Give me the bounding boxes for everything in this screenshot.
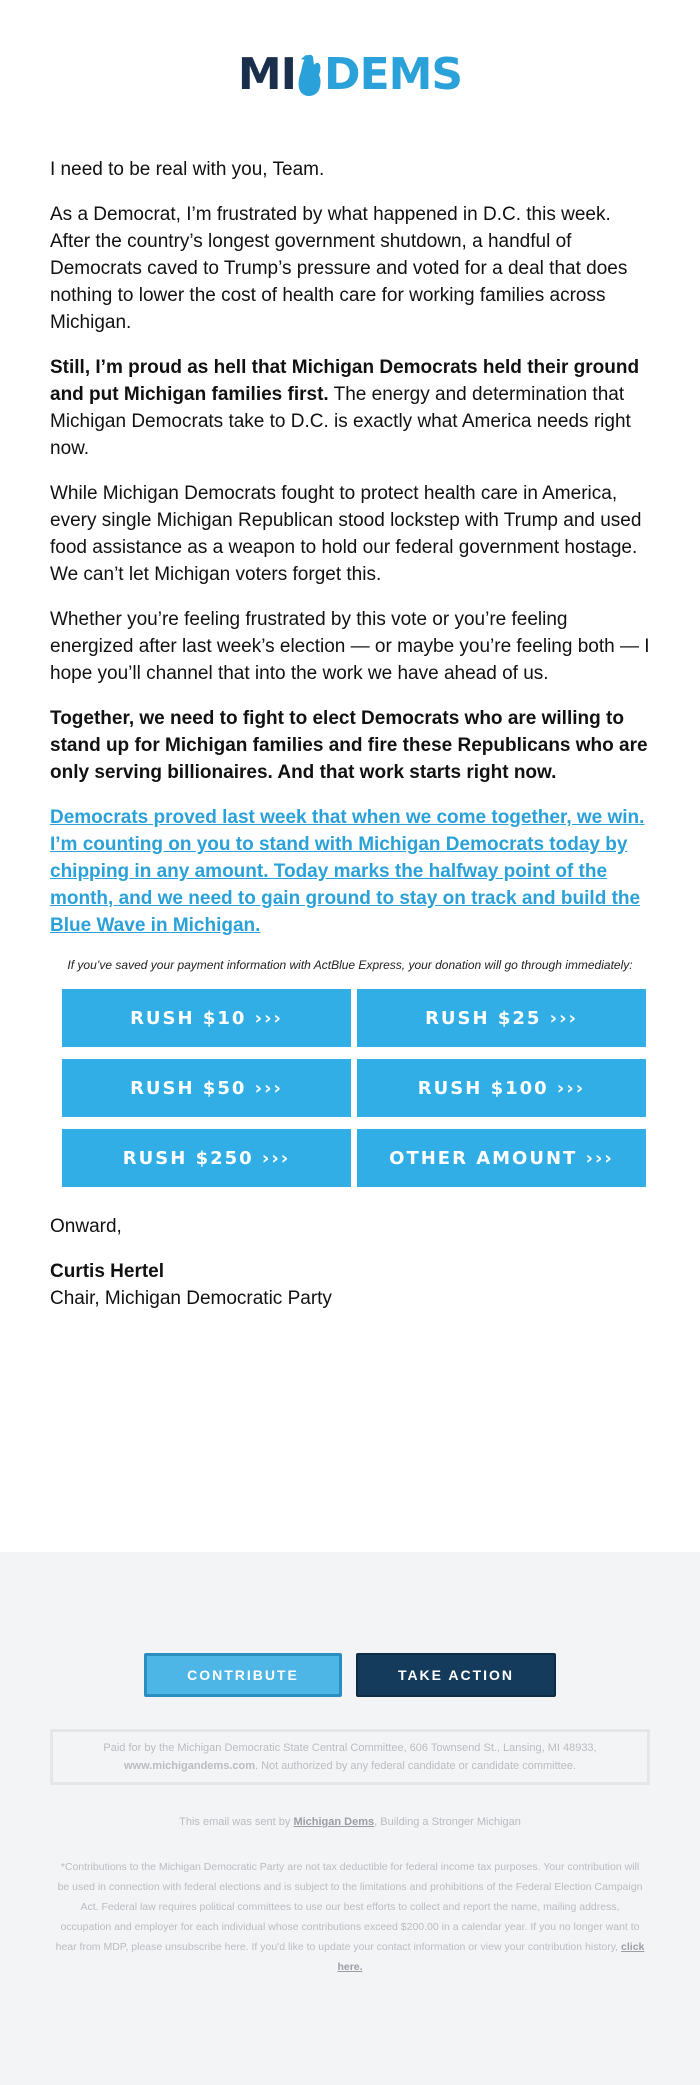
michigan-mitten-icon bbox=[297, 53, 323, 97]
rush-10-button[interactable]: RUSH $10 ››› bbox=[62, 989, 351, 1047]
contribution-disclaimer bbox=[55, 1857, 645, 1977]
logo-mi-text: MI bbox=[237, 49, 297, 100]
michigan-dems-link[interactable]: Michigan Dems bbox=[293, 1816, 375, 1828]
contribute-button[interactable]: CONTRIBUTE bbox=[144, 1653, 342, 1697]
letter-body bbox=[50, 156, 650, 1330]
take-action-button[interactable]: TAKE ACTION bbox=[356, 1653, 556, 1697]
signer-title: Chair, Michigan Democratic Party bbox=[50, 1288, 332, 1309]
rush-100-button[interactable]: RUSH $100 ››› bbox=[357, 1059, 646, 1117]
paragraph-2 bbox=[50, 354, 650, 462]
click-here-link[interactable]: click here. bbox=[337, 1941, 645, 1973]
actblue-note: If you’ve saved your payment information with ActBlue Express, your donation will go through immediately: bbox=[67, 958, 633, 972]
donation-button-grid bbox=[62, 989, 646, 1187]
sent-by-line bbox=[0, 1816, 700, 1828]
donate-link-paragraph bbox=[50, 804, 650, 939]
paid-line-1: Paid for by the Michigan Democratic State Central Committee, 606 Townsend St., Lansing, MI 48933, bbox=[103, 1742, 597, 1754]
closing: Onward, bbox=[50, 1216, 122, 1237]
disclaimer-text: *Contributions to the Michigan Democratic Party are not tax deductible for federal income tax purposes. Your contribution will be used in connection with federal elections and is subject to the limitations and prohibitions of the Federal Election Campaign Act. Federal law requires political committees to use our best efforts to collect and report the name, mailing address, occupation and employer for each individual whose contributions exceed $200.00 in a calendar year. If you no longer want to hear from MDP, please unsubscribe here. If you'd like to update your contact information or view your contribution history, bbox=[55, 1861, 643, 1953]
paid-site-link[interactable]: www.michigandems.com bbox=[123, 1760, 255, 1772]
rush-50-button[interactable]: RUSH $50 ››› bbox=[62, 1059, 351, 1117]
paragraph-5: Together, we need to fight to elect Democrats who are willing to stand up for Michigan families and fire these Republicans who are only serving billionaires. And that work starts right now. bbox=[50, 708, 648, 783]
signer-name: Curtis Hertel bbox=[50, 1261, 165, 1282]
sent-suffix: , Building a Stronger Michigan bbox=[374, 1816, 521, 1828]
paragraph-2-bold: Still, I’m proud as hell that Michigan Democrats held their ground and put Michigan families first. bbox=[50, 357, 640, 405]
paragraph-3: While Michigan Democrats fought to protect health care in America, every single Michigan Republican stood lockstep with Trump and used food assistance as a weapon to hold our federal government hostage. We can’t let Michigan voters forget this. bbox=[50, 483, 642, 585]
paid-line-2-rest: . Not authorized by any federal candidate or candidate committee. bbox=[254, 1760, 577, 1772]
paragraph-4: Whether you’re feeling frustrated by this vote or you’re feeling energized after last week’s election — or maybe you’re feeling both — I hope you’ll channel that into the work we have ahead of us. bbox=[50, 609, 650, 684]
paid-line-2 bbox=[124, 1757, 576, 1775]
signature bbox=[50, 1258, 650, 1312]
footer-buttons bbox=[0, 1653, 700, 1697]
rush-250-button[interactable]: RUSH $250 ››› bbox=[62, 1129, 351, 1187]
rush-25-button[interactable]: RUSH $25 ››› bbox=[357, 989, 646, 1047]
paragraph-1: As a Democrat, I’m frustrated by what happened in D.C. this week. After the country’s longest government shutdown, a handful of Democrats caved to Trump’s pressure and voted for a deal that does nothing to lower the cost of health care for working families across Michigan. bbox=[50, 204, 628, 333]
greeting: I need to be real with you, Team. bbox=[50, 159, 325, 180]
other-amount-button[interactable]: OTHER AMOUNT ››› bbox=[357, 1129, 646, 1187]
sent-prefix: This email was sent by bbox=[179, 1816, 294, 1828]
mi-dems-logo[interactable] bbox=[0, 49, 700, 100]
paragraph-2-rest: The energy and determination that Michigan Democrats take to D.C. is exactly what America needs right now. bbox=[50, 384, 631, 459]
paid-for-disclaimer bbox=[50, 1729, 650, 1785]
logo-dems-text: DEMS bbox=[324, 49, 463, 100]
footer bbox=[0, 1552, 700, 2085]
donate-link[interactable]: Democrats proved last week that when we come together, we win. I’m counting on you to stand with Michigan Democrats today by chipping in any amount. Today marks the halfway point of the month, and we need to gain ground to stay on track and build the Blue Wave in Michigan. bbox=[50, 807, 645, 936]
